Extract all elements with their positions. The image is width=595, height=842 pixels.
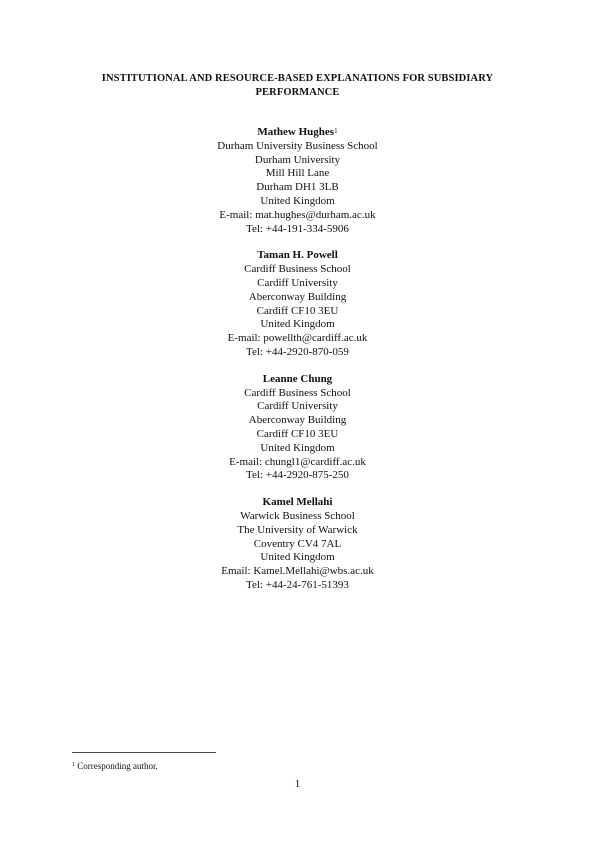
- author-name: [0, 126, 595, 140]
- email-line: E-mail: powellth@cardiff.ac.uk: [227, 332, 368, 345]
- address-line: Aberconway Building: [248, 414, 347, 427]
- footnote: [72, 760, 158, 772]
- country-line: United Kingdom: [260, 441, 335, 454]
- author-block-powell: [0, 249, 595, 359]
- affiliation-line: Cardiff Business School: [244, 263, 351, 276]
- address-line: Cardiff CF10 3EU: [256, 427, 339, 440]
- footnote-reference: 1: [334, 127, 338, 135]
- country-line: United Kingdom: [260, 551, 335, 564]
- author-block-mellahi: [0, 496, 595, 593]
- address-line: Mill Hill Lane: [265, 167, 330, 180]
- address-line: Cardiff CF10 3EU: [256, 304, 339, 317]
- phone-line: Tel: +44-2920-875-250: [246, 469, 349, 482]
- author-name: Taman H. Powell: [257, 249, 338, 262]
- country-line: United Kingdom: [260, 194, 335, 207]
- page-number: 1: [294, 778, 301, 790]
- affiliation-line: Durham University Business School: [217, 139, 378, 152]
- footnote-text: Corresponding author.: [77, 761, 158, 771]
- address-line: Aberconway Building: [248, 290, 347, 303]
- country-line: United Kingdom: [260, 318, 335, 331]
- author-name: Leanne Chung: [262, 372, 333, 385]
- author-name-text: Mathew Hughes: [257, 126, 335, 138]
- author-block-chung: [0, 373, 595, 483]
- title-line-2: PERFORMANCE: [255, 87, 340, 98]
- footnote-marker: 1: [72, 762, 75, 768]
- phone-line: Tel: +44-191-334-5906: [246, 222, 349, 235]
- phone-line: Tel: +44-24-761-51393: [246, 578, 349, 591]
- address-line: Durham DH1 3LB: [256, 181, 339, 194]
- affiliation-line: Warwick Business School: [240, 509, 355, 522]
- affiliation-line: Cardiff Business School: [244, 386, 351, 399]
- author-block-hughes: [0, 126, 595, 236]
- author-list: [0, 126, 595, 606]
- affiliation-line: The University of Warwick: [237, 523, 358, 536]
- email-line: Email: Kamel.Mellahi@wbs.ac.uk: [221, 565, 374, 578]
- address-line: Coventry CV4 7AL: [253, 537, 342, 550]
- email-line: E-mail: mat.hughes@durham.ac.uk: [219, 208, 376, 221]
- phone-line: Tel: +44-2920-870-059: [246, 345, 349, 358]
- footnote-separator: [72, 752, 216, 753]
- email-line: E-mail: chungl1@cardiff.ac.uk: [229, 455, 366, 468]
- affiliation-line: Durham University: [254, 153, 341, 166]
- author-name: Kamel Mellahi: [262, 496, 333, 509]
- affiliation-line: Cardiff University: [257, 276, 338, 289]
- affiliation-line: Cardiff University: [257, 400, 338, 413]
- paper-title: [60, 72, 535, 100]
- title-line-1: INSTITUTIONAL AND RESOURCE-BASED EXPLANATIONS FOR SUBSIDIARY: [101, 73, 494, 84]
